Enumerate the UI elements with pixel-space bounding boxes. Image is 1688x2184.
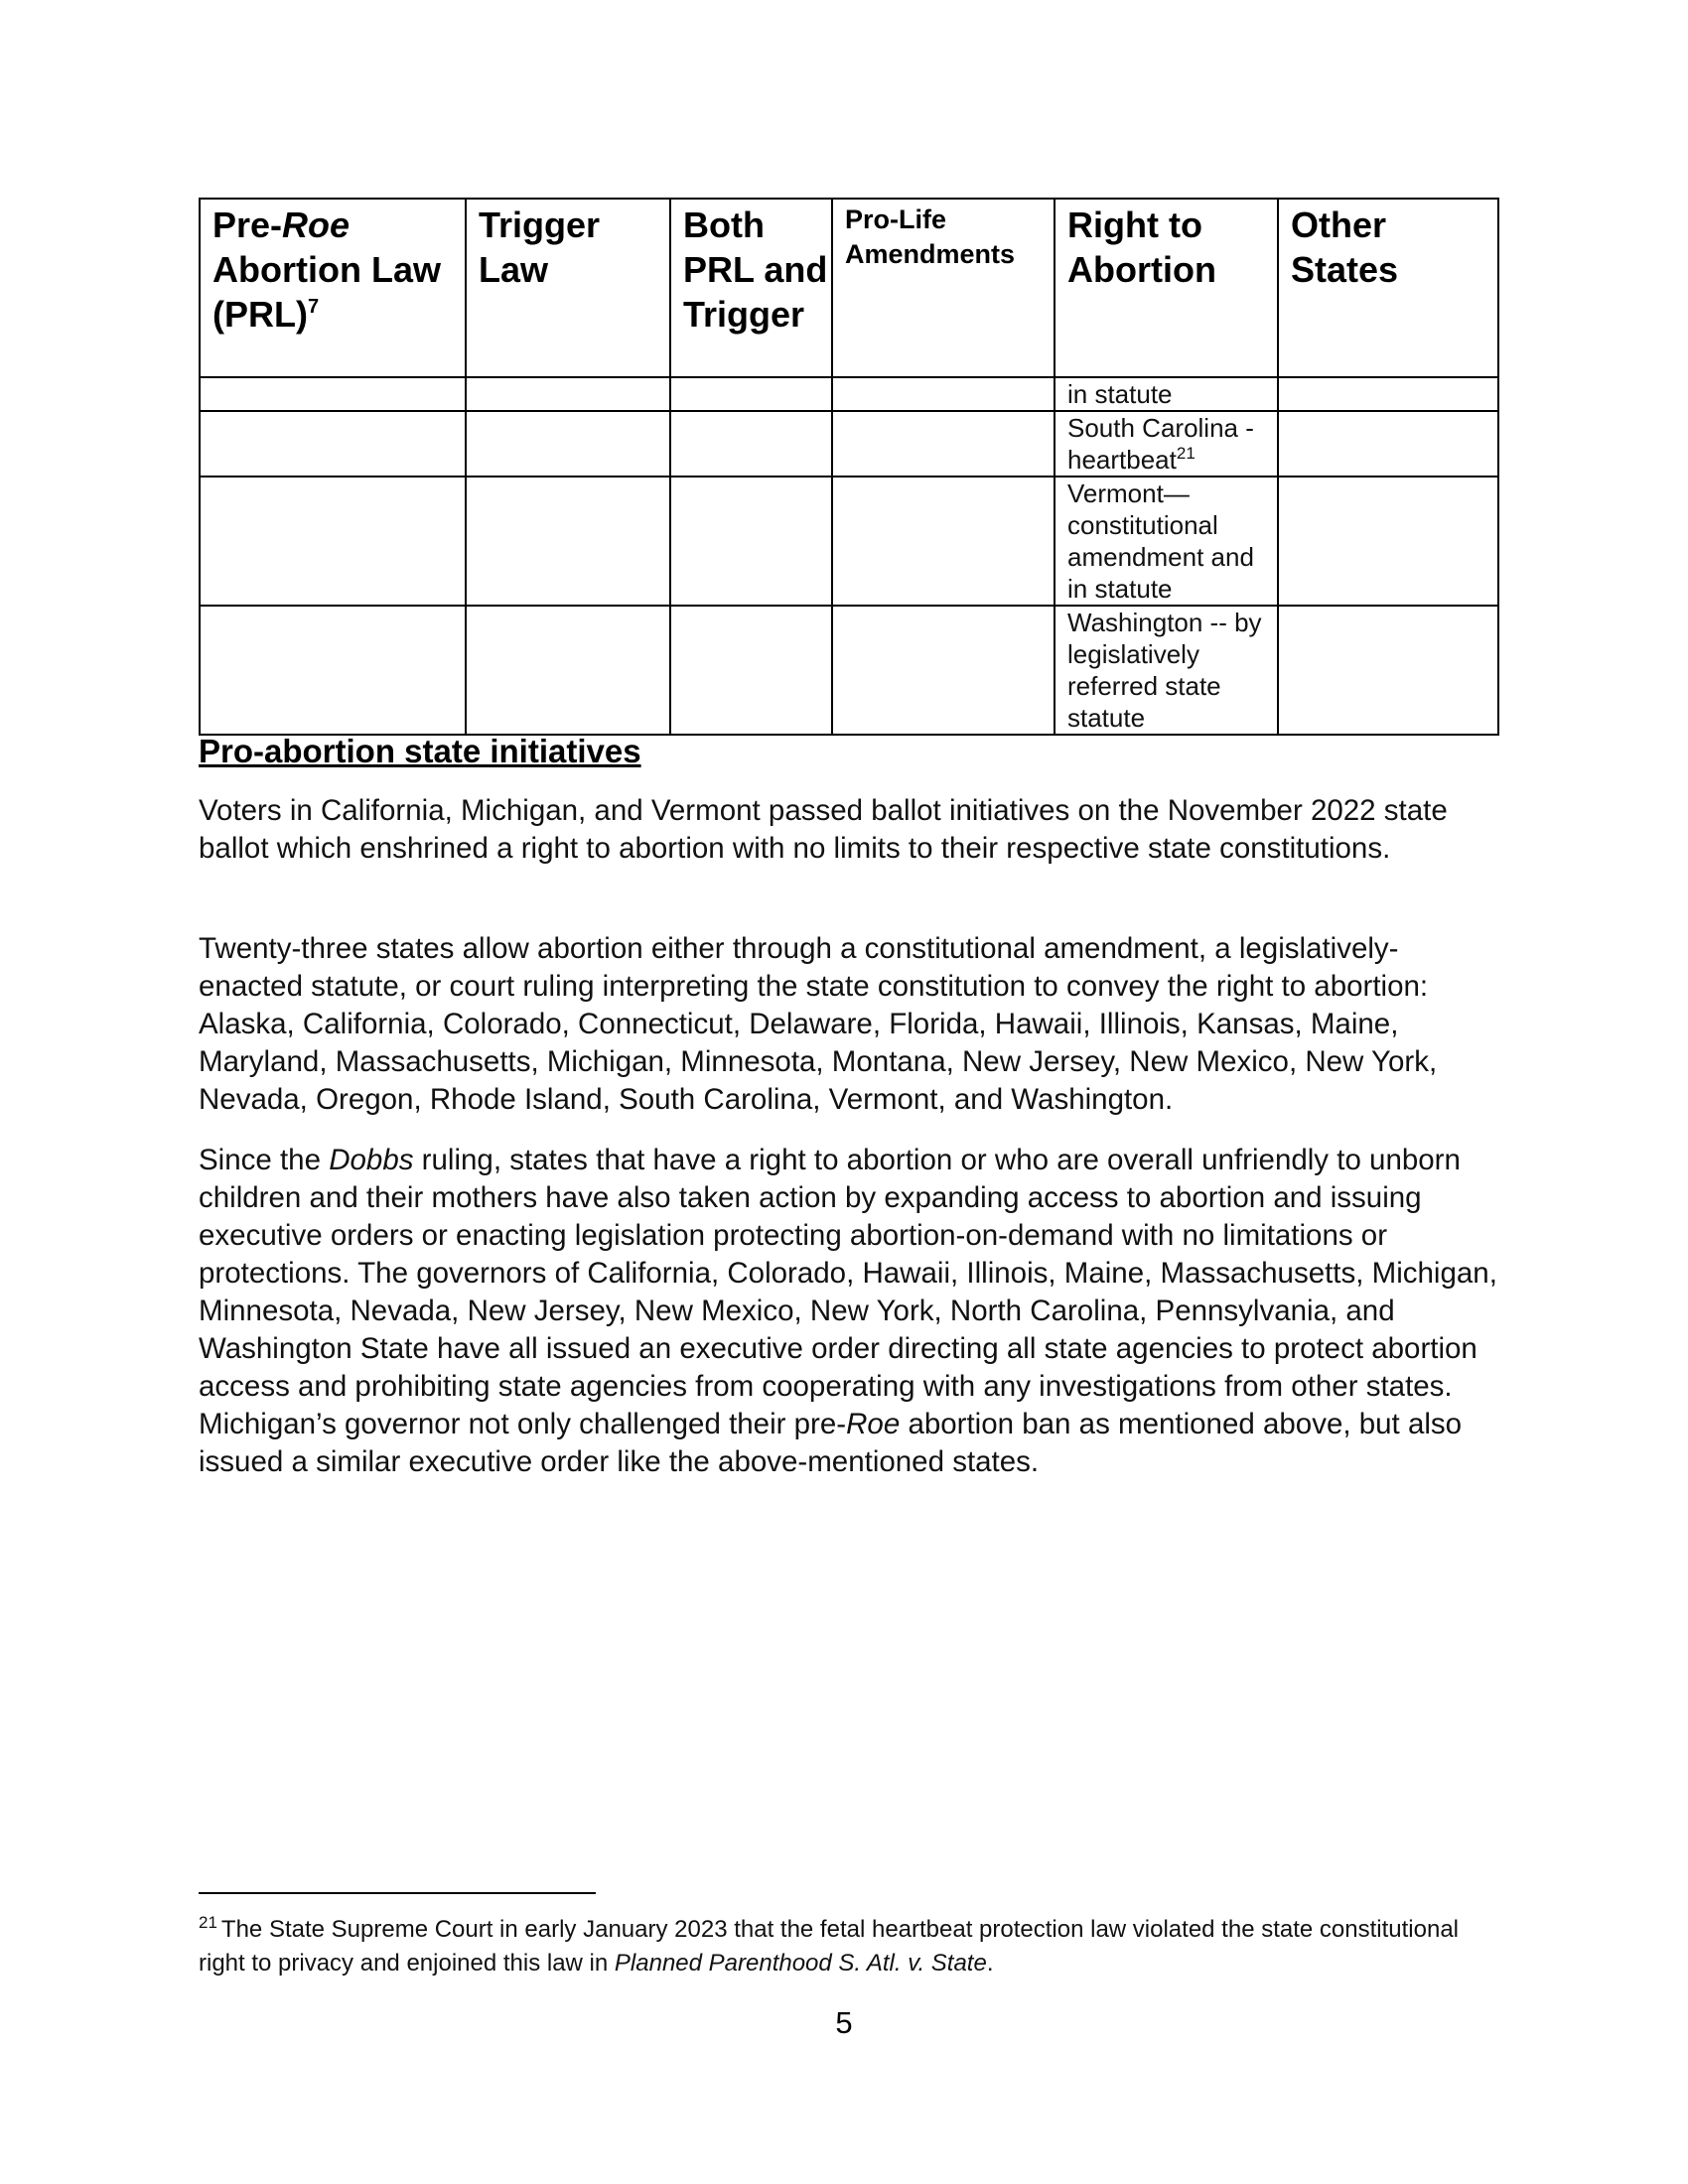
- header-trigger-law: Trigger Law: [466, 199, 670, 377]
- table-cell: [832, 377, 1055, 411]
- table-cell: [200, 477, 466, 606]
- table-cell: [1278, 606, 1498, 735]
- table-cell: [466, 377, 670, 411]
- table-row: [200, 411, 1498, 477]
- right-to-abortion-cell: South Carolina - heartbeat$^{21}$: [1055, 411, 1278, 477]
- table-cell: [466, 606, 670, 735]
- table-row: [200, 377, 1498, 411]
- table-cell: [670, 606, 832, 735]
- table-cell: [466, 411, 670, 477]
- footnote-21: $^{21}$ The State Supreme Court in early January 2023 that the fetal heartbeat protection law violated the state constitutional right to privacy and enjoined this law in Planned Parenthood S. Atl. v. State.: [199, 1913, 1459, 1977]
- table-cell: [466, 477, 670, 606]
- table-cell: [200, 411, 466, 477]
- table-cell: [1278, 377, 1498, 411]
- paragraph-twenty-three-states: Twenty-three states allow abortion either through a constitutional amendment, a legislatively-enacted statute, or court ruling interpreting the state constitution to convey the right to abortion: Alaska, California, Colorado, Connecticut, Delaware, Florida, Hawaii, Illinois, Kansas, Maine, Maryland, Massachusetts, Michigan, Minnesota, Montana, New Jersey, New Mexico, New York, Nevada, Oregon, Rhode Island, South Carolina, Vermont, and Washington.: [199, 932, 1438, 1116]
- section-heading: Pro-abortion state initiatives: [199, 733, 641, 769]
- paragraph-ballot-initiatives: Voters in California, Michigan, and Vermont passed ballot initiatives on the November 2022 state ballot which enshrined a right to abortion with no limits to their respective state constitutions.: [199, 794, 1448, 865]
- table-cell: [200, 377, 466, 411]
- table-cell: [1278, 477, 1498, 606]
- right-to-abortion-cell: Vermont—constitutional amendment and in statute: [1055, 477, 1278, 606]
- state-law-table: [199, 198, 1499, 736]
- table-header-row: [200, 199, 1498, 377]
- right-to-abortion-cell: in statute: [1055, 377, 1278, 411]
- footnote-ref-21: 21: [1176, 444, 1196, 463]
- header-pre-roe: Pre-Roe Abortion Law (PRL)$^7$: [200, 199, 466, 377]
- table-cell: [670, 411, 832, 477]
- table-cell: [200, 606, 466, 735]
- header-pro-life-amendments: Pro-Life Amendments: [832, 199, 1055, 377]
- footnote-number: 21: [199, 1913, 217, 1932]
- header-right-to-abortion: Right to Abortion: [1055, 199, 1278, 377]
- table-cell: [670, 477, 832, 606]
- paragraph-dobbs-ruling: Since the Dobbs ruling, states that have a right to abortion or who are overall unfriendly to unborn children and their mothers have also taken action by expanding access to abortion and issuing executive orders or enacting legislation protecting abortion-on-demand with no limitations or protections. The governors of California, Colorado, Hawaii, Illinois, Maine, Massachusetts, Michigan, Minnesota, Nevada, New Jersey, New Mexico, New York, North Carolina, Pennsylvania, and Washington State have all issued an executive order directing all state agencies to protect abortion access and prohibiting state agencies from cooperating with any investigations from other states. Michigan’s governor not only challenged their pre-Roe abortion ban as mentioned above, but also issued a similar executive order like the above-mentioned states.: [199, 1144, 1497, 1478]
- header-both: Both PRL and Trigger: [670, 199, 832, 377]
- table-cell: [1278, 411, 1498, 477]
- table-row: [200, 606, 1498, 735]
- table-cell: [832, 411, 1055, 477]
- table-row: [200, 477, 1498, 606]
- table-cell: [670, 377, 832, 411]
- table-cell: [832, 477, 1055, 606]
- header-other-states: Other States: [1278, 199, 1498, 377]
- page-number: 5: [835, 2005, 853, 2040]
- table-cell: [832, 606, 1055, 735]
- right-to-abortion-cell: Washington -- by legislatively referred state statute: [1055, 606, 1278, 735]
- footnote-ref-7: 7: [307, 296, 320, 318]
- footnote-separator: [199, 1892, 596, 1894]
